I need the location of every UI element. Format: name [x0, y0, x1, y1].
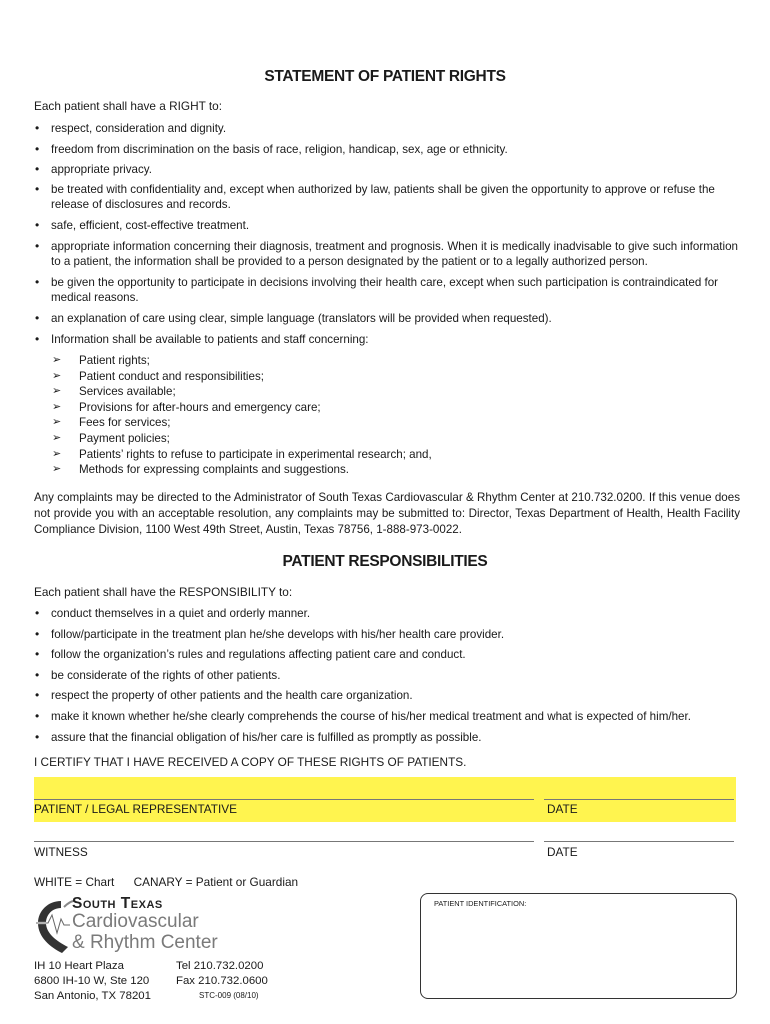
white-copy-note: WHITE = Chart [34, 875, 115, 889]
list-item: • freedom from discrimination on the basis of race, religion, handicap, sex, age or ethnicity. [34, 142, 738, 158]
list-item: • an explanation of care using clear, simple language (translators will be provided when requested). [34, 311, 738, 327]
responsibilities-title: PATIENT RESPONSIBILITIES [282, 553, 488, 570]
list-item: • appropriate privacy. [34, 162, 738, 178]
address-line: 6800 IH-10 W, Ste 120 [34, 974, 150, 987]
fax-number: Fax 210.732.0600 [176, 974, 268, 987]
concerning-sublist [52, 353, 652, 478]
address-line: IH 10 Heart Plaza [34, 960, 124, 972]
patient-signature-label: PATIENT / LEGAL REPRESENTATIVE [34, 802, 237, 816]
list-item: • conduct themselves in a quiet and orderly manner. [34, 606, 738, 622]
clinic-address [34, 959, 151, 1003]
patient-date-line[interactable] [544, 799, 734, 800]
canary-copy-note: CANARY = Patient or Guardian [133, 875, 299, 889]
patient-date-label: DATE [547, 802, 578, 816]
rights-intro: Each patient shall have a RIGHT to: [34, 99, 222, 113]
list-item: • be treated with confidentiality and, except when authorized by law, patients shall be given the opportunity to approve or refuse the release of disclosures and records. [34, 182, 738, 213]
clinic-phone [176, 959, 268, 989]
telephone-number: Tel 210.732.0200 [176, 960, 264, 972]
sub-list-item: ➢ Payment policies; [52, 431, 652, 447]
list-item: • make it known whether he/she clearly comprehends the course of his/her medical treatment and what is expected of him/her. [34, 709, 738, 725]
copy-distribution [34, 875, 314, 889]
sub-list-item: ➢ Methods for expressing complaints and suggestions. [52, 462, 652, 478]
certify-statement: I CERTIFY THAT I HAVE RECEIVED A COPY OF THESE RIGHTS OF PATIENTS. [34, 755, 467, 769]
patient-identification-label: PATIENT IDENTIFICATION: [434, 899, 527, 908]
sub-list-item: ➢ Patient rights; [52, 353, 652, 369]
logo-name-line3: & Rhythm Center [72, 932, 218, 953]
witness-date-line[interactable] [544, 841, 734, 842]
list-item: • assure that the financial obligation of his/her care is fulfilled as promptly as possible. [34, 730, 738, 746]
list-item: • respect, consideration and dignity. [34, 121, 738, 137]
logo-name-line2: Cardiovascular [72, 911, 199, 932]
rights-title: STATEMENT OF PATIENT RIGHTS [264, 68, 506, 85]
list-item: • follow/participate in the treatment plan he/she develops with his/her health care provider. [34, 627, 738, 643]
form-number: STC-009 (08/10) [199, 991, 259, 1000]
sub-list-item: ➢ Fees for services; [52, 415, 652, 431]
witness-label: WITNESS [34, 845, 88, 859]
witness-date-label: DATE [547, 845, 578, 859]
responsibilities-list [34, 606, 738, 745]
patient-signature-line[interactable] [34, 799, 534, 800]
list-item: • Information shall be available to patients and staff concerning: [34, 332, 738, 348]
patient-identification-box[interactable] [420, 893, 737, 999]
list-item: • appropriate information concerning their diagnosis, treatment and prognosis. When it is medically inadvisable to give such information to a patient, the information shall be provided to a person designated by the patient or to a legally authorized person. [34, 239, 738, 270]
responsibilities-intro: Each patient shall have the RESPONSIBILITY to: [34, 585, 293, 599]
witness-signature-line[interactable] [34, 841, 534, 842]
list-item: • respect the property of other patients and the health care organization. [34, 688, 738, 704]
rights-list [34, 121, 738, 347]
sub-list-item: ➢ Patients’ rights to refuse to participate in experimental research; and, [52, 447, 652, 463]
list-item: • safe, efficient, cost-effective treatment. [34, 218, 738, 234]
list-item: • be given the opportunity to participate in decisions involving their health care, except when such participation is contraindicated for medical reasons. [34, 275, 738, 306]
sub-list-item: ➢ Services available; [52, 384, 652, 400]
sub-list-item: ➢ Provisions for after-hours and emergency care; [52, 400, 652, 416]
list-item: • follow the organization’s rules and regulations affecting patient care and conduct. [34, 647, 738, 663]
complaints-paragraph: Any complaints may be directed to the Administrator of South Texas Cardiovascular & Rhythm Center at 210.732.0200. If this venue does not provide you with an acceptable resolution, any complaints may be submitted to: Director, Texas Department of Health, Health Facility Compliance Division, 1100 West 49th Street, Austin, Texas 78756, 1-888-973-0022. [34, 491, 740, 536]
sub-list-item: ➢ Patient conduct and responsibilities; [52, 369, 652, 385]
logo-name-line1: South Texas [72, 895, 163, 912]
address-line: San Antonio, TX 78201 [34, 989, 151, 1002]
list-item: • be considerate of the rights of other patients. [34, 668, 738, 684]
